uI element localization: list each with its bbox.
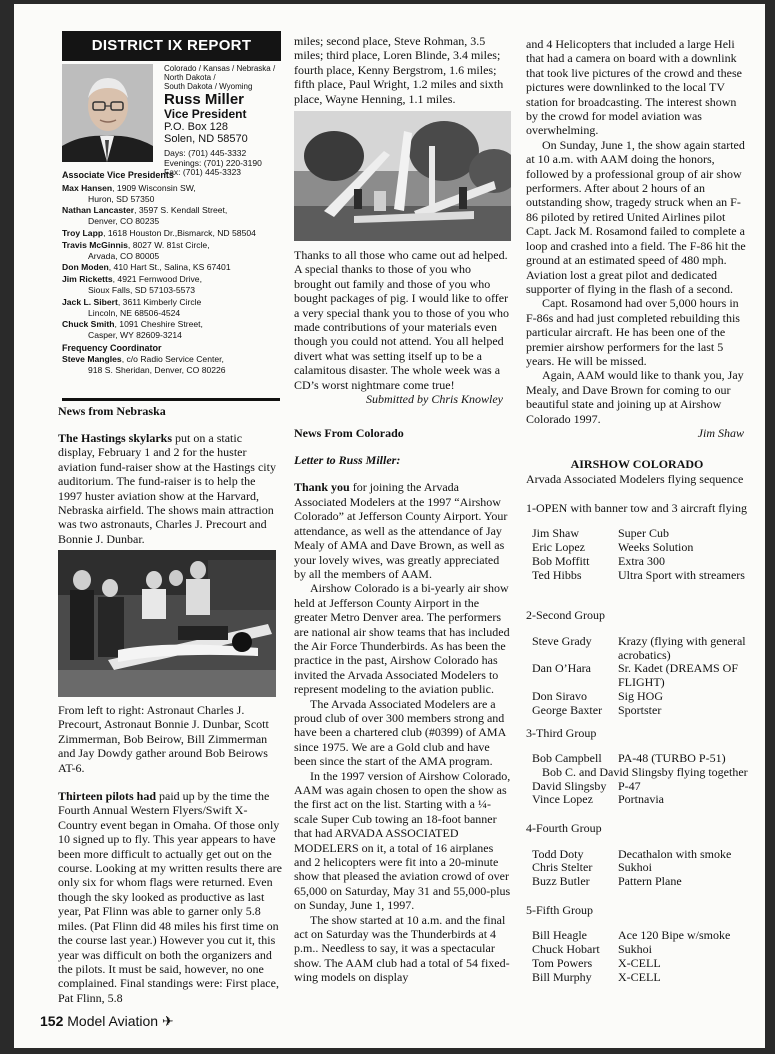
table-row: Bill Murphy X-CELL <box>532 969 661 984</box>
letter-signature: Jim Shaw <box>697 425 744 440</box>
colorado-heading: News From Colorado <box>294 426 404 441</box>
states-line-2: North Dakota / <box>164 73 216 82</box>
table-note: Bob C. and David Slingsby flying together <box>542 764 748 779</box>
address-line-1: P.O. Box 128 <box>164 121 229 133</box>
district-report-banner: DISTRICT IX REPORT <box>62 31 281 61</box>
airplane-icon: ✈ <box>161 1013 174 1029</box>
states-line-1: Colorado / Kansas / Nebraska / <box>164 64 276 73</box>
associate-entry: Troy Lapp, 1618 Houston Dr.,Bismarck, ND 58504 <box>62 227 256 238</box>
airshow-subtitle: Arvada Associated Modelers flying sequence <box>526 472 744 487</box>
table-row: Buzz Butler Pattern Plane <box>532 874 682 889</box>
right-paragraph-3: Capt. Rosamond had over 5,000 hours in F-86s and had just completed rebuilding this particular aircraft. He has been one of the premier airshow performers for the last 5 years. He will be missed. <box>526 296 740 368</box>
associate-vp-list <box>62 167 287 376</box>
nebraska-column-lower <box>58 703 282 1005</box>
table-row: Dan O’Hara Sr. Kadet (DREAMS OF FLIGHT) <box>532 661 739 690</box>
colorado-paragraph-4: In the 1997 version of Airshow Colorado, AAM was again chosen to open the show as the first act on the list. Starting with a ¼-scale Super Cub towing an 18-foot banner that had ARVADA ASSOCIATED MODELERS on it, a total of 16 airplanes and 2 helicopters were fit into a 20-minute show that pleased the aviation crowd of over 65,000 on Saturday, May 31 and 55,000-plus on Sunday, June 1, 1997. <box>294 768 511 913</box>
group-4-title: 4-Fourth Group <box>526 821 602 836</box>
table-row: Bob Campbell PA-48 (TURBO P-51) <box>532 750 726 765</box>
group-3-title: 3-Third Group <box>526 725 597 740</box>
table-row: Ted Hibbs Ultra Sport with streamers <box>532 567 745 582</box>
associate-entry: Travis McGinnis, 8027 W. 81st Circle, Arvada, CO 80005 <box>62 239 210 261</box>
nebraska-paragraph-2: Thirteen pilots had paid up by the time the Fourth Annual Western Flyers/Swift X-Country event began in Omaha. Of those only 10 signed up to fly. This year appears to have been more difficult to actually get out on the course. Looking at my written results there are only six for whom flags were returned. Even though the sky looked as productive as last year, Pat Flinn was able to garner only 5.8 miles. (Pat Flinn did 48 miles his first time on the course last year.) However you cut it, this year was difficult on both the organizers and the pilots. It must be said, however, no one complained. Final standings were: First place, Pat Flinn, 5.8 <box>58 789 282 1005</box>
vice-president-name: Russ Miller <box>164 91 245 108</box>
table-row: Vince Lopez Portnavia <box>532 792 664 807</box>
table-row: Tom Powers X-CELL <box>532 955 661 970</box>
colorado-paragraph-5: The show started at 10 a.m. and the final act on Saturday was the Thunderbirds at 4 p.m.. Needless to say, it was a spectacular show. The AAM club had a total of 54 fixed-wing models on display <box>294 912 510 985</box>
table-row: David Slingsby P-47 <box>532 778 641 793</box>
photo-caption: From left to right: Astronaut Charles J. Precourt, Astronaut Bonnie J. Dunbar, Scott Zimmerman, Bob Beirow, Bill Zimmerman and Jay Dowdy gather around Bob Beirows AT-6. <box>58 703 269 775</box>
right-column <box>526 37 748 985</box>
vice-president-title: Vice President <box>164 107 247 121</box>
group-2-title: 2-Second Group <box>526 608 605 623</box>
magazine-page <box>14 4 765 1048</box>
middle-column-body <box>294 248 511 985</box>
magazine-name: Model Aviation <box>67 1013 159 1029</box>
associate-vp-heading: Associate Vice Presidents <box>62 170 174 180</box>
right-paragraph-1: and 4 Helicopters that included a large Heli that had a camera on board with a downlink that took live pictures of the crowd and these pictures were downlinked to the local TV station for broadcasting. The interest shown by the crowd for model aviation was overwhelming. <box>526 37 742 138</box>
airshow-title: AIRSHOW COLORADO <box>570 457 704 472</box>
frequency-coordinator-heading: Frequency Coordinator <box>62 342 162 353</box>
phone-evenings: Evenings: (701) 220-3190 <box>164 157 262 168</box>
letter-heading: Letter to Russ Miller: <box>294 453 401 468</box>
table-row: Jim Shaw Super Cub <box>532 526 669 541</box>
colorado-paragraph-3: The Arvada Associated Modelers are a proud club of over 300 members strong and have been a chartered club (#0399) of AMA since 1975. We are a Gold club and have been since the start of the AMA program. <box>294 696 506 769</box>
associate-entry: Jim Ricketts, 4921 Fernwood Drive, Sioux Falls, SD 57103-5573 <box>62 274 202 295</box>
group-1-title: 1-OPEN with banner tow and 3 aircraft flying <box>526 500 747 515</box>
nebraska-column <box>58 404 280 546</box>
group-1-table <box>526 527 748 582</box>
associate-entry: Jack L. Sibert, 3611 Kimberly Circle Lincoln, NE 68506-4524 <box>62 296 202 318</box>
page-number: 152 <box>40 1013 64 1029</box>
group-5-table <box>526 929 748 984</box>
associate-entry: Nathan Lancaster, 3597 S. Kendall Street, Denver, CO 80235 <box>62 205 228 227</box>
airshow-models-photo-image <box>294 111 511 241</box>
associate-entry: Max Hansen, 1909 Wisconsin SW, Huron, SD 57350 <box>62 182 196 204</box>
group-5-title: 5-Fifth Group <box>526 902 593 917</box>
table-row: Steve Grady Krazy (flying with general acrobatics) <box>532 633 746 662</box>
page-footer <box>40 1013 174 1030</box>
group-3-table <box>526 752 748 807</box>
vice-president-portrait <box>62 64 153 162</box>
table-row: Eric Lopez Weeks Solution <box>532 539 694 554</box>
group-4-table <box>526 848 748 889</box>
group-2-table <box>526 635 748 718</box>
table-row: Chuck Hobart Sukhoi <box>532 942 653 957</box>
table-row: Bill Heagle Ace 120 Bipe w/smoke <box>532 928 731 943</box>
middle-column-top <box>294 34 511 106</box>
nebraska-heading: News from Nebraska <box>58 404 166 418</box>
thanks-paragraph: Thanks to all those who came out ad helped. A special thanks to those of you who brought out family and those of you who bought packages of pig. I would like to offer a very special thank you to those of you who made contributions of your materials even though you could not attend. You all helped divert what was setting itself up to be a calamitous disaster. The whole week was a CD’s worst nightmare come true! <box>294 248 509 392</box>
table-row: Todd Doty Decathalon with smoke <box>532 846 732 861</box>
right-paragraph-4: Again, AAM would like to thank you, Jay Mealy, and Dave Brown for coming to our beautiful state and joining up at Airshow Colorado 1997. <box>526 368 744 426</box>
frequency-coordinator-entry: Steve Mangles, c/o Radio Service Center, 918 S. Sheridan, Denver, CO 80226 <box>62 353 226 375</box>
report-box-rule <box>62 398 280 401</box>
address-line-2: Solen, ND 58570 <box>164 133 248 145</box>
associate-entry: Chuck Smith, 1091 Cheshire Street, Casper, WY 82609-3214 <box>62 319 203 341</box>
astronauts-photo-image <box>58 550 276 697</box>
table-row: Bob Moffitt Extra 300 <box>532 553 665 568</box>
associate-entry: Don Moden, 410 Hart St., Salina, KS 67401 <box>62 262 231 273</box>
nebraska-paragraph-1: The Hastings skylarks put on a static display, February 1 and 2 for the huster aviation fund-raiser show at the Hastings city auditorium. The fund-raiser is to help the 1997 huster aviation show at the Harvard, Nebraska airfield. The shows main attraction was two astronauts, Charles J. Precourt and Bonnie J. Dunbar. <box>58 431 276 546</box>
astronauts-photo <box>58 550 276 697</box>
table-row: Chris Stelter Sukhoi <box>532 860 653 875</box>
table-row: George Baxter Sportster <box>532 702 662 717</box>
phone-days: Days: (701) 445-3332 <box>164 148 247 158</box>
portrait-image <box>62 64 153 162</box>
colorado-paragraph-2: Airshow Colorado is a bi-yearly air show held at Jefferson County Airport in the greater Metro Denver area. The performers are national air show teams that has included the Air Force Thunderbirds. As has been the practice in the past, Airshow Colorado has invited the Arvada Associated Modelers to represent modeling to the aviation public. <box>294 581 510 697</box>
vice-president-contact <box>164 64 289 178</box>
colorado-paragraph-1: Thank you for joining the Arvada Associated Modelers at the 1997 “Airshow Colorado” at Jefferson County Airport. Your attendance, as well as the attendance of Jay Mealy of AMA and Dave Brown, as well as your lovely wives, was greatly appreciated by all the members of AAM. <box>294 480 508 581</box>
states-line-3: South Dakota / Wyoming <box>164 82 253 91</box>
table-row: Don Siravo Sig HOG <box>532 688 664 703</box>
submitted-by: Submitted by Chris Knowley <box>366 392 503 407</box>
fax-number: Fax: (701) 445-3323 <box>164 167 242 177</box>
airshow-models-photo <box>294 111 511 241</box>
standings-continued: miles; second place, Steve Rohman, 3.5 miles; third place, Loren Blinde, 3.4 miles; fourth place, Kenny Bergstrom, 1.6 miles; fifth place, Paul Wright, 1.2 miles and sixth place, Wayne Henning, 1.1 miles. <box>294 34 504 106</box>
right-paragraph-2: On Sunday, June 1, the show again started at 10 a.m. with AAM doing the honors, followed by a professional group of air show performers. After about 2 hours of an outstanding show, tragedy struck when an F-86 piloted by retired United Airlines pilot Capt. Jack M. Rosamond failed to complete a loop and crashed into a field. The F-86 hit the ground at an estimated speed of 480 mph. Aviation lost a great pilot and dedicated supporter of flying in the flash of a second. <box>526 137 746 296</box>
